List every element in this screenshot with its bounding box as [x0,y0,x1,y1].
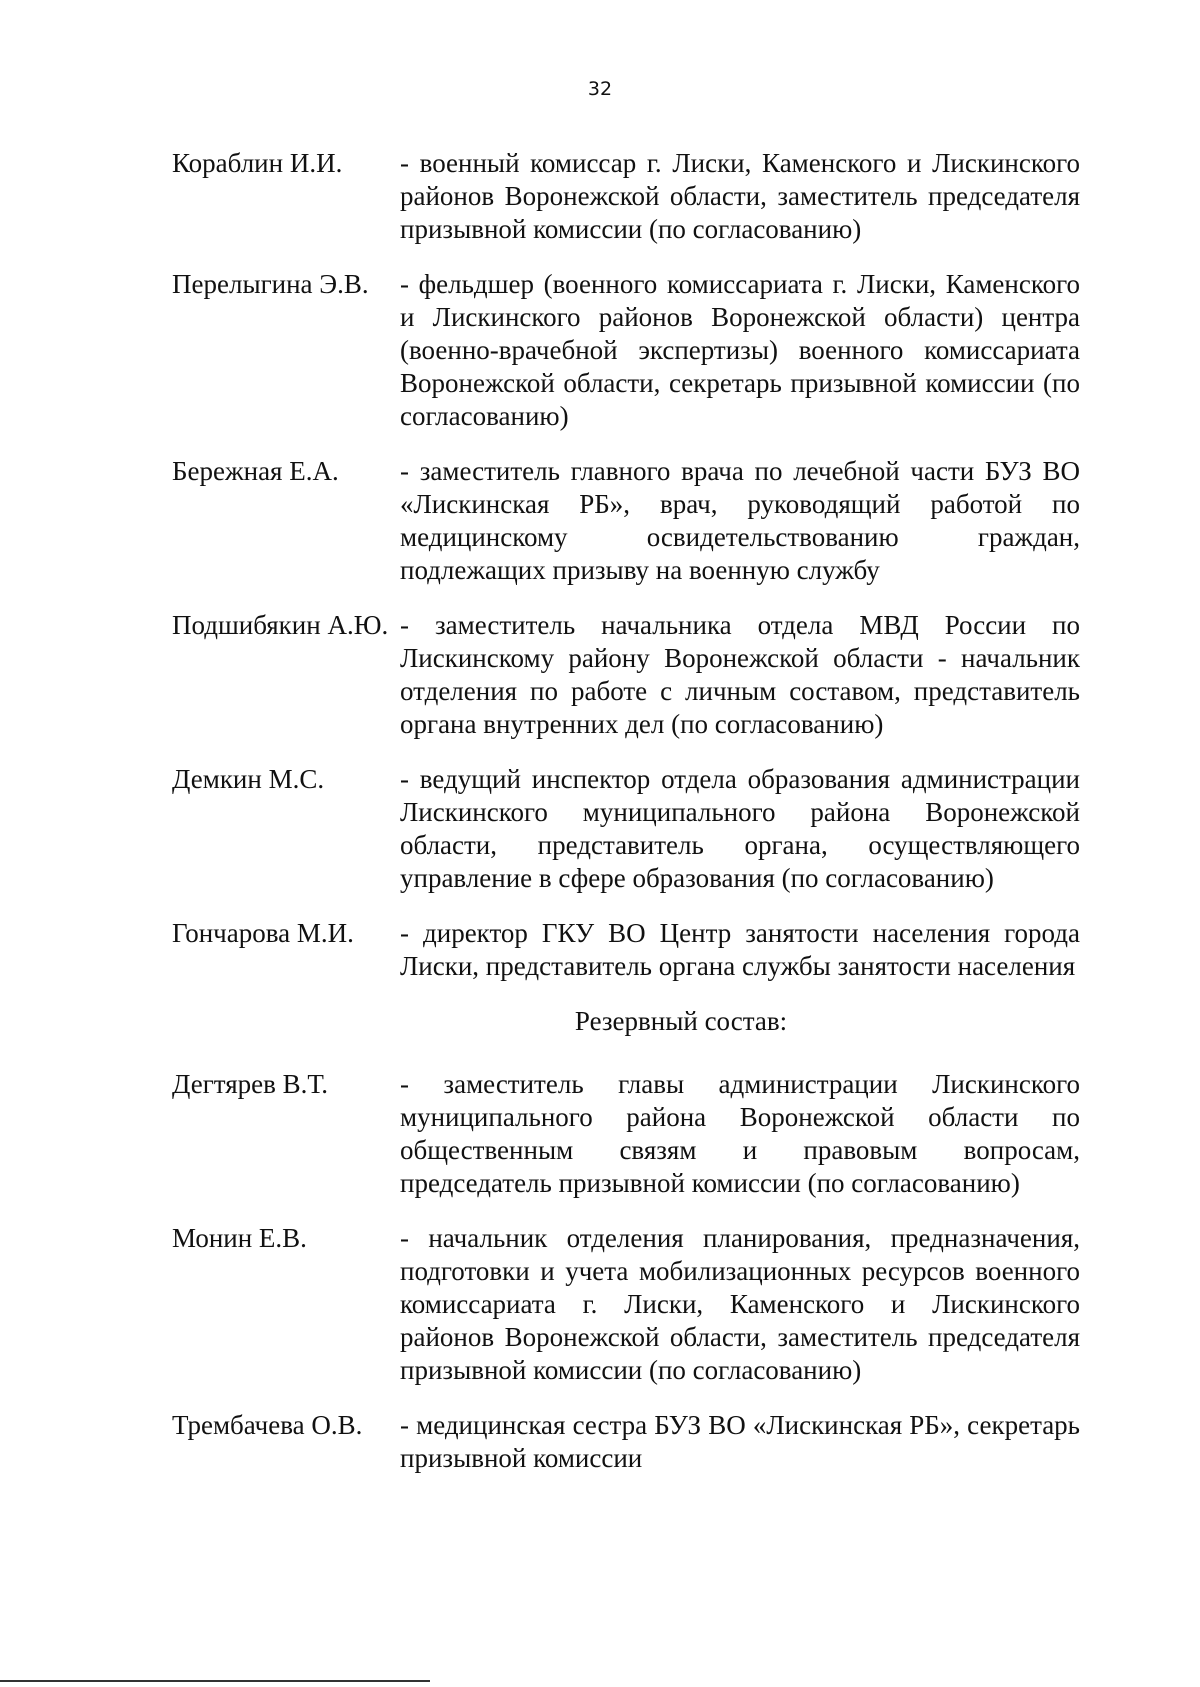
member-entry [172,455,1080,587]
member-description: - заместитель начальника отдела МВД России по Лискинскому району Воронежской области - начальник отделения по работе с личным составом, представитель органа внутренних дел (по согласованию) [400,610,1080,739]
member-name: Монин Е.В. [172,1223,307,1253]
member-name: Гончарова М.И. [172,918,354,948]
member-description: - военный комиссар г. Лиски, Каменского и Лискинского районов Воронежской области, заместитель председателя призывной комиссии (по согласованию) [400,148,1080,244]
member-description: - фельдшер (военного комиссариата г. Лиски, Каменского и Лискинского районов Воронежской области) центра (военно-врачебной экспертизы) военного комиссариата Воронежской области, секретарь призывной комиссии (по согласованию) [400,269,1080,431]
member-name: Трембачева О.В. [172,1410,363,1440]
member-description: - заместитель главы администрации Лискинского муниципального района Воронежской области по общественным связям и правовым вопросам, председатель призывной комиссии (по согласованию) [400,1069,1080,1198]
member-description: - директор ГКУ ВО Центр занятости населения города Лиски, представитель органа службы занятости населения [400,918,1080,981]
footer-divider [0,1680,430,1682]
member-description: - начальник отделения планирования, предназначения, подготовки и учета мобилизационных ресурсов военного комиссариата г. Лиски, Каменского и Лискинского районов Воронежской области, заместитель председателя призывной комиссии (по согласованию) [400,1223,1080,1385]
member-entry [172,763,1080,895]
member-name: Бережная Е.А. [172,456,339,486]
reserve-member-entry [172,1409,1080,1475]
member-entry [172,917,1080,983]
reserve-member-entry [172,1068,1080,1200]
member-description: - медицинская сестра БУЗ ВО «Лискинская РБ», секретарь призывной комиссии [400,1410,1080,1473]
member-description: - ведущий инспектор отдела образования администрации Лискинского муниципального района Воронежской области, представитель органа, осуществляющего управление в сфере образования (по согласованию) [400,764,1080,893]
commission-list [172,147,1080,1497]
member-name: Кораблин И.И. [172,148,343,178]
member-entry [172,268,1080,433]
page-number: 32 [587,78,613,100]
member-name: Подшибякин А.Ю. [172,610,389,640]
member-description: - заместитель главного врача по лечебной части БУЗ ВО «Лискинская РБ», врач, руководящий работой по медицинскому освидетельствованию граждан, подлежащих призыву на военную службу [400,456,1080,585]
member-name: Перелыгина Э.В. [172,269,369,299]
member-name: Демкин М.С. [172,764,325,794]
member-name: Дегтярев В.Т. [172,1069,328,1099]
reserve-heading: Резервный состав: [574,1006,788,1036]
member-entry [172,609,1080,741]
member-entry [172,147,1080,246]
reserve-member-entry [172,1222,1080,1387]
